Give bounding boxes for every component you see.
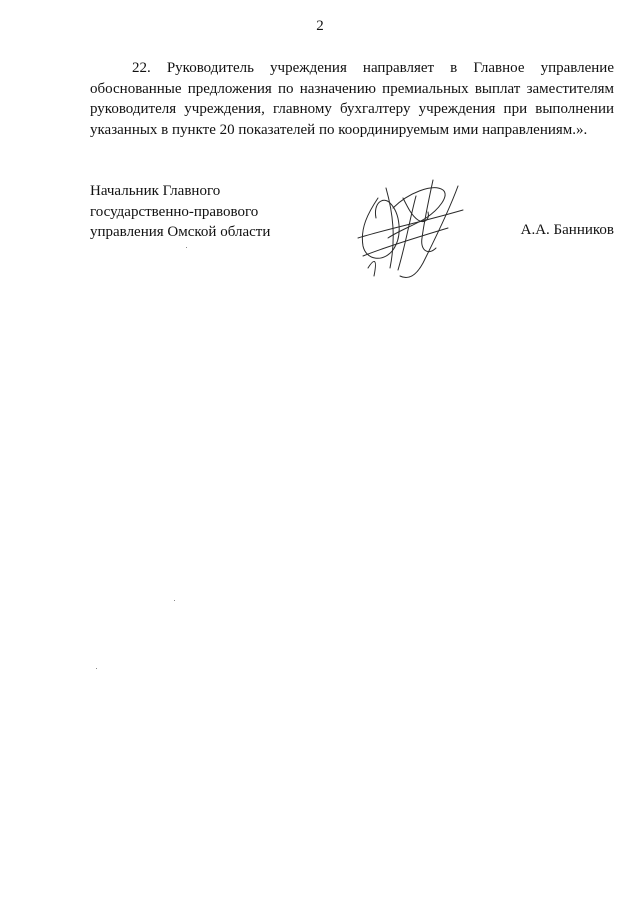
scan-speck: [174, 600, 175, 601]
body-paragraph: 22. Руководитель учреждения направляет в Главное управление обоснованные предложения по назначению премиальных выплат заместителям руководителя учреждения, главному бухгалтеру учреждения при выполнении указанных в пункте 20 показателей по координируемым ими направлениям.».: [90, 60, 614, 138]
signer-position: [90, 181, 270, 243]
position-line-1: Начальник Главного: [90, 183, 221, 199]
scan-speck: [96, 668, 97, 669]
scan-speck: [186, 247, 187, 248]
handwritten-signature: [338, 168, 488, 288]
signer-name: А.А. Банников: [520, 222, 614, 238]
position-line-3: управления Омской области: [90, 224, 271, 240]
position-line-2: государственно-правового: [90, 203, 259, 220]
page-number: 2: [316, 18, 324, 34]
